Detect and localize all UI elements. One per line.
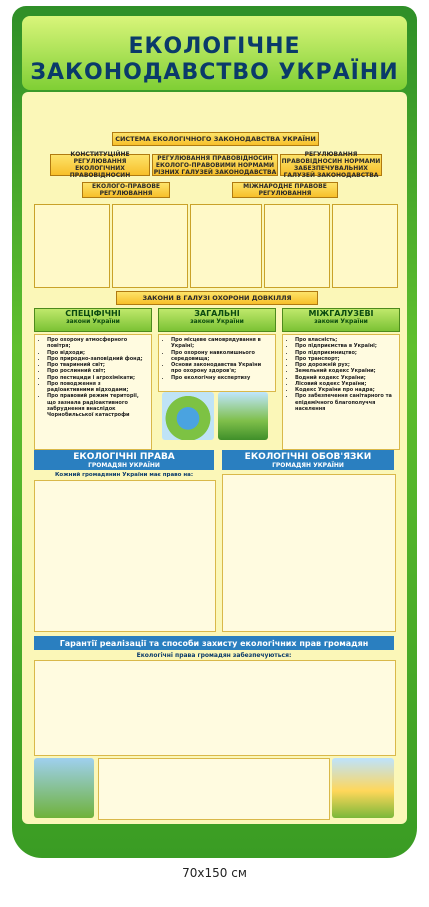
law-item: • Про природно-заповідний фонд; <box>47 356 148 362</box>
column-specific-title: СПЕЦІФІЧНІ <box>65 309 121 318</box>
duties-sub: ГРОМАДЯН УКРАЇНИ <box>272 461 344 469</box>
guarantees-sub: Екологічні права громадян забезпечуються: <box>136 652 292 659</box>
column-specific-header <box>34 308 152 332</box>
duties-text-block <box>222 474 396 632</box>
title-band <box>22 16 407 90</box>
top-box-branches: РЕГУЛЮВАННЯ ПРАВОВІДНОСИН ЕКОЛОГО-ПРАВОВИМИ НОРМАМИ РІЗНИХ ГАЛУЗЕЙ ЗАКОНОДАВСТВА <box>153 154 277 176</box>
column-intersectoral-list <box>282 334 400 450</box>
desc-box-2 <box>112 204 188 288</box>
rights-sub: ГРОМАДЯН УКРАЇНИ <box>88 461 160 469</box>
law-item: • Про охорону атмосферного повітря; <box>47 337 148 350</box>
landscape-photo-right <box>332 758 394 818</box>
mid-box-international: МІЖНАРОДНЕ ПРАВОВЕ РЕГУЛЮВАННЯ <box>232 182 338 198</box>
duties-header <box>222 450 394 470</box>
column-general-header <box>158 308 276 332</box>
column-intersectoral-sub: закони України <box>314 318 368 325</box>
law-item: • Про правовий режим території, що зазнала радіоактивного забруднення внаслідок Чорнобильської катастрофи <box>47 393 148 418</box>
law-item: • Про тваринний світ; <box>47 362 148 368</box>
column-intersectoral-title: МІЖГАЛУЗЕВІ <box>308 309 374 318</box>
law-item: • Про підприємства в Україні; <box>295 343 396 349</box>
size-caption: 70x150 см <box>182 866 247 880</box>
law-item: • Про поводження з радіоактивними відходами; <box>47 381 148 394</box>
rights-header <box>34 450 214 470</box>
column-specific-sub: закони України <box>66 318 120 325</box>
law-item: • Водний кодекс України; <box>295 375 396 381</box>
law-item: • Про власність; <box>295 337 396 343</box>
law-item: • Земельний кодекс України; <box>295 368 396 374</box>
bottom-text-block <box>98 758 330 820</box>
desc-box-5 <box>332 204 398 288</box>
globe-photo <box>162 392 214 440</box>
rights-text-block <box>34 480 216 632</box>
landscape-photo-left <box>34 758 94 818</box>
law-item: • Про транспорт; <box>295 356 396 362</box>
law-item: • Про пестициди і агрохімікати; <box>47 375 148 381</box>
column-general-title: ЗАГАЛЬНІ <box>194 309 240 318</box>
column-general-sub: закони України <box>190 318 244 325</box>
law-item: • Про рослинний світ; <box>47 368 148 374</box>
poster-title-line1: ЕКОЛОГІЧНЕ <box>128 34 301 59</box>
desc-box-4 <box>264 204 330 288</box>
top-box-constitutional: КОНСТИТУЦІЙНЕ РЕГУЛЮВАННЯ ЕКОЛОГІЧНИХ ПРАВОВІДНОСИН <box>50 154 150 176</box>
law-item: • Основи законодавства України про охорону здоров'я; <box>171 362 272 375</box>
law-item: • Про екологічну експертизу <box>171 375 272 381</box>
column-intersectoral-header <box>282 308 400 332</box>
top-box-supporting: РЕГУЛЮВАННЯ ПРАВОВІДНОСИН НОРМАМИ ЗАБЕЗПЕЧУВАЛЬНИХ ГАЛУЗЕЙ ЗАКОНОДАВСТВА <box>281 151 381 179</box>
poster-stand <box>12 6 417 858</box>
system-header: СИСТЕМА ЕКОЛОГІЧНОГО ЗАКОНОДАВСТВА УКРАЇНИ <box>112 132 319 146</box>
laws-header: ЗАКОНИ В ГАЛУЗІ ОХОРОНИ ДОВКІЛЛЯ <box>116 291 318 305</box>
desc-box-1 <box>34 204 110 288</box>
guarantees-text-block <box>34 660 396 756</box>
column-specific-list <box>34 334 152 450</box>
guarantees-title: Гарантії реалізації та способи захисту екологічних прав громадян <box>34 636 394 650</box>
poster-title-line2: ЗАКОНОДАВСТВО УКРАЇНИ <box>30 60 399 85</box>
rights-intro: Кожний громадянин України має право на: <box>54 472 194 478</box>
law-item: • Про дорожній рух; <box>295 362 396 368</box>
law-item: • Про відходи; <box>47 350 148 356</box>
law-item: • Про охорону навколишнього середовища; <box>171 350 272 363</box>
sprout-photo <box>218 392 268 440</box>
duties-title: ЕКОЛОГІЧНІ ОБОВ'ЯЗКИ <box>244 451 372 462</box>
mid-box-eco-legal: ЕКОЛОГО-ПРАВОВЕ РЕГУЛЮВАННЯ <box>82 182 170 198</box>
rights-title: ЕКОЛОГІЧНІ ПРАВА <box>73 451 175 462</box>
law-item: • Кодекс України про надра; <box>295 387 396 393</box>
law-item: • Про забезпечення санітарного та епідемічного благополуччя населення <box>295 393 396 412</box>
law-item: • Лісовий кодекс України; <box>295 381 396 387</box>
column-general-list <box>158 334 276 392</box>
law-item: • Про підприємництво; <box>295 350 396 356</box>
law-item: • Про місцеве самоврядування в Україні; <box>171 337 272 350</box>
desc-box-3 <box>190 204 262 288</box>
